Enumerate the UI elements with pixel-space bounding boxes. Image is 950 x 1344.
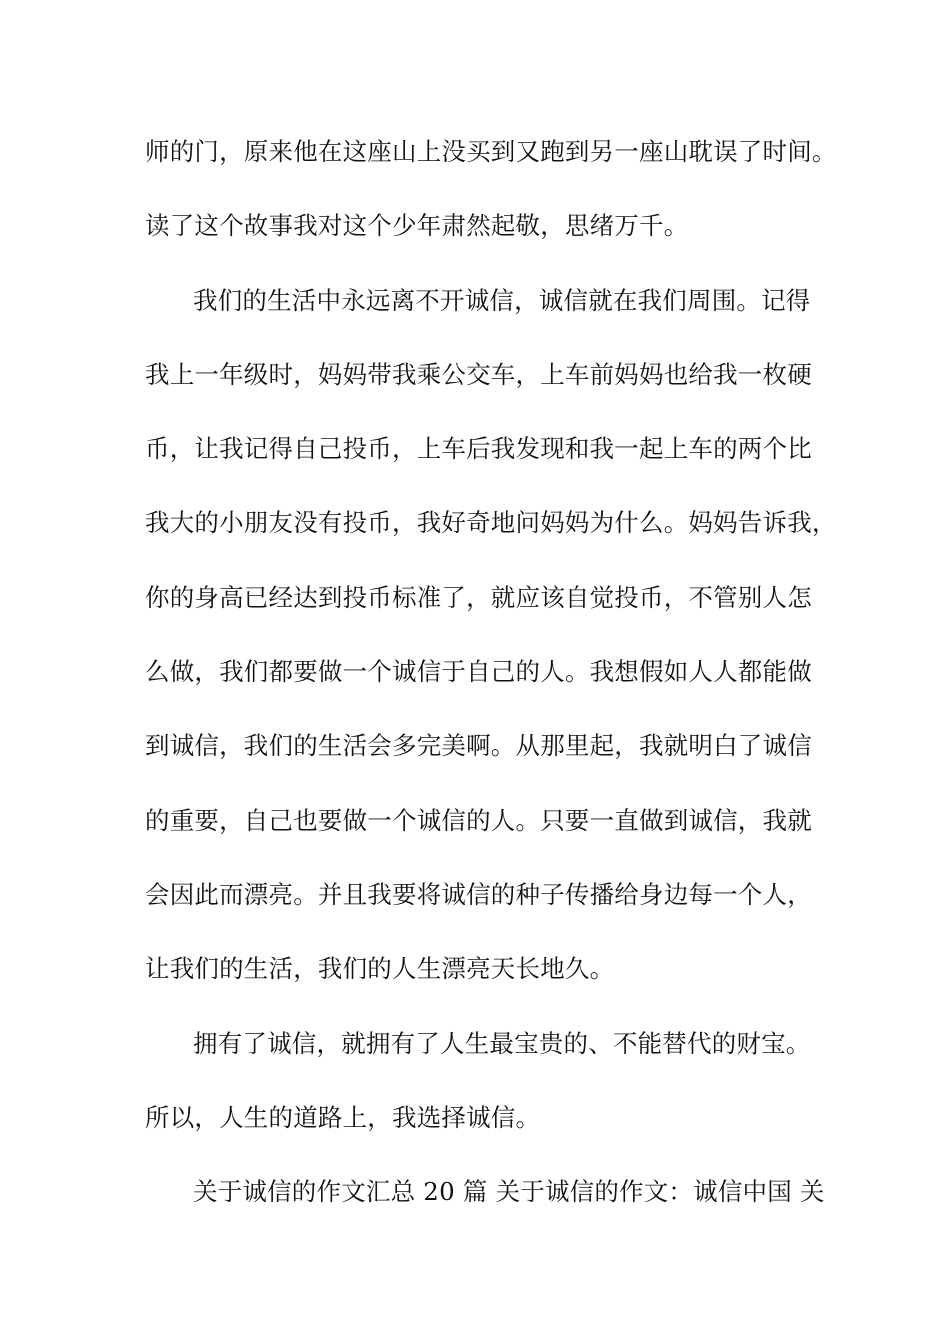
text-line: 币，让我记得自己投币，上车后我发现和我一起上车的两个比 [145, 434, 812, 463]
text-line: 所以，人生的道路上，我选择诚信。 [145, 1103, 541, 1132]
text-line: 你的身高已经达到投币标准了，就应该自觉投币，不管别人怎 [145, 583, 812, 612]
text-line: 的重要，自己也要做一个诚信的人。只要一直做到诚信，我就 [145, 806, 812, 835]
paragraph-first-line: 拥有了诚信，就拥有了人生最宝贵的、不能替代的财宝。 [193, 1029, 811, 1058]
text-line: 师的门，原来他在这座山上没买到又跑到另一座山耽误了时间。 [145, 137, 837, 166]
text-line: 让我们的生活，我们的人生漂亮天长地久。 [145, 954, 615, 983]
text-line: 读了这个故事我对这个少年肃然起敬，思绪万千。 [145, 211, 689, 240]
text-line: 会因此而漂亮。并且我要将诚信的种子传播给身边每一个人， [145, 880, 812, 909]
paragraph-first-line: 关于诚信的作文汇总 20 篇 关于诚信的作文：诚信中国 关 [193, 1177, 825, 1206]
text-line: 我上一年级时，妈妈带我乘公交车，上车前妈妈也给我一枚硬 [145, 360, 812, 389]
text-line: 到诚信，我们的生活会多完美啊。从那里起，我就明白了诚信 [145, 731, 812, 760]
paragraph-first-line: 我们的生活中永远离不开诚信，诚信就在我们周围。记得 [193, 286, 811, 315]
text-line: 么做，我们都要做一个诚信于自己的人。我想假如人人都能做 [145, 657, 812, 686]
text-line: 我大的小朋友没有投币，我好奇地问妈妈为什么。妈妈告诉我， [145, 508, 837, 537]
